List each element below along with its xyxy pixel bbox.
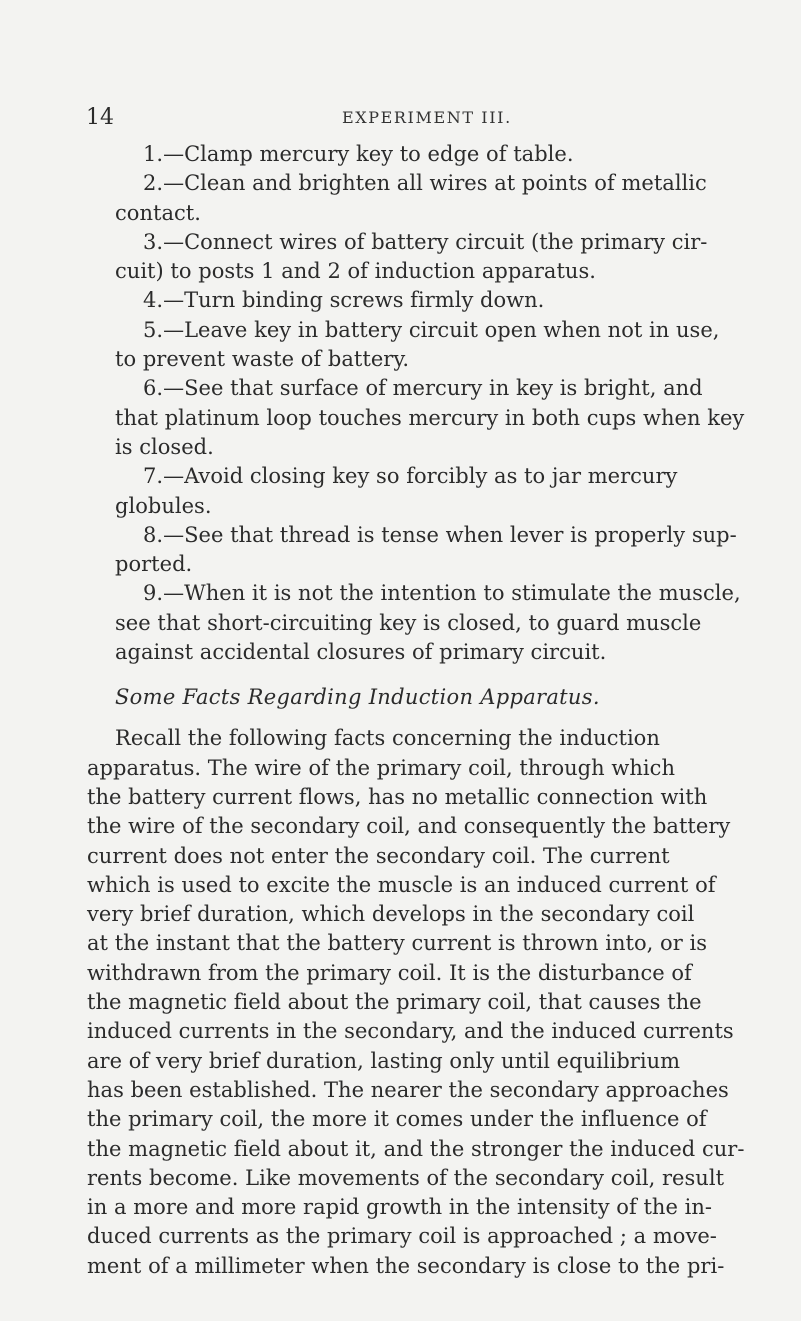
instruction-line: cuit) to posts 1 and 2 of induction apparatus. xyxy=(115,259,596,284)
paragraph-line: the wire of the secondary coil, and consequently the battery xyxy=(87,814,731,839)
paragraph-line: at the instant that the battery current is thrown into, or is xyxy=(87,931,707,956)
instruction-line: 8.—See that thread is tense when lever is properly sup- xyxy=(143,522,737,547)
instruction-line: is closed. xyxy=(115,434,214,459)
page-body xyxy=(87,140,745,1281)
instruction-item-4 xyxy=(87,286,717,315)
instruction-line: ported. xyxy=(115,552,193,577)
instruction-line: 9.—When it is not the intention to stimulate the muscle, xyxy=(143,581,741,606)
paragraph-line: apparatus. The wire of the primary coil, through which xyxy=(87,755,675,780)
paragraph-line: in a more and more rapid growth in the intensity of the in- xyxy=(87,1195,713,1220)
instruction-item-2 xyxy=(87,169,717,228)
instruction-item-1 xyxy=(87,140,717,169)
instruction-line: to prevent waste of battery. xyxy=(115,347,410,372)
paragraph-line: are of very brief duration, lasting only until equilibrium xyxy=(87,1048,681,1073)
instruction-line: 5.—Leave key in battery circuit open when not in use, xyxy=(143,317,720,342)
instruction-item-5 xyxy=(87,316,720,375)
instruction-line: 4.—Turn binding screws firmly down. xyxy=(143,288,545,313)
paragraph-line: which is used to excite the muscle is an induced current of xyxy=(87,872,716,897)
paragraph-line: the magnetic field about it, and the stronger the induced cur- xyxy=(87,1136,745,1161)
running-head: EXPERIMENT III. xyxy=(342,108,512,127)
paragraph-line: the battery current flows, has no metallic connection with xyxy=(87,784,708,809)
instruction-item-8 xyxy=(87,521,737,580)
instruction-line: contact. xyxy=(115,200,201,225)
paragraph-line: ment of a millimeter when the secondary is close to the pri- xyxy=(87,1253,725,1278)
instruction-item-9 xyxy=(87,579,741,667)
paragraph-line: rents become. Like movements of the secondary coil, result xyxy=(87,1165,725,1190)
instruction-item-3 xyxy=(87,228,717,287)
page-number: 14 xyxy=(86,105,114,130)
paragraph-line: withdrawn from the primary coil. It is the disturbance of xyxy=(87,960,692,985)
paragraph-line: the primary coil, the more it comes under the influence of xyxy=(87,1107,707,1132)
instruction-line: 7.—Avoid closing key so forcibly as to jar mercury xyxy=(143,464,678,489)
section-heading: Some Facts Regarding Induction Apparatus. xyxy=(115,685,600,710)
instruction-line: 3.—Connect wires of battery circuit (the primary cir- xyxy=(143,229,708,254)
paragraph-line: current does not enter the secondary coil. The current xyxy=(87,843,670,868)
section-paragraph xyxy=(87,724,745,1281)
instruction-item-7 xyxy=(87,462,717,521)
instruction-line: that platinum loop touches mercury in both cups when key xyxy=(115,405,745,430)
instruction-line: see that short-circuiting key is closed, to guard muscle xyxy=(115,610,702,635)
instruction-line: 2.—Clean and brighten all wires at points of metallic xyxy=(143,171,707,196)
instruction-line: globules. xyxy=(115,493,212,518)
instruction-list xyxy=(87,140,745,667)
paragraph-line: has been established. The nearer the secondary approaches xyxy=(87,1077,729,1102)
instruction-line: 1.—Clamp mercury key to edge of table. xyxy=(143,142,574,166)
paragraph-line: the magnetic field about the primary coil, that causes the xyxy=(87,990,702,1015)
instruction-line: against accidental closures of primary circuit. xyxy=(115,640,607,665)
paragraph-line: duced currents as the primary coil is approached ; a move- xyxy=(87,1224,717,1249)
paragraph-line: induced currents in the secondary, and the induced currents xyxy=(87,1019,734,1044)
instruction-line: 6.—See that surface of mercury in key is bright, and xyxy=(143,376,703,401)
paragraph-line: Recall the following facts concerning the induction xyxy=(115,726,660,751)
paragraph-line: very brief duration, which develops in the secondary coil xyxy=(87,902,695,927)
instruction-item-6 xyxy=(87,374,745,462)
